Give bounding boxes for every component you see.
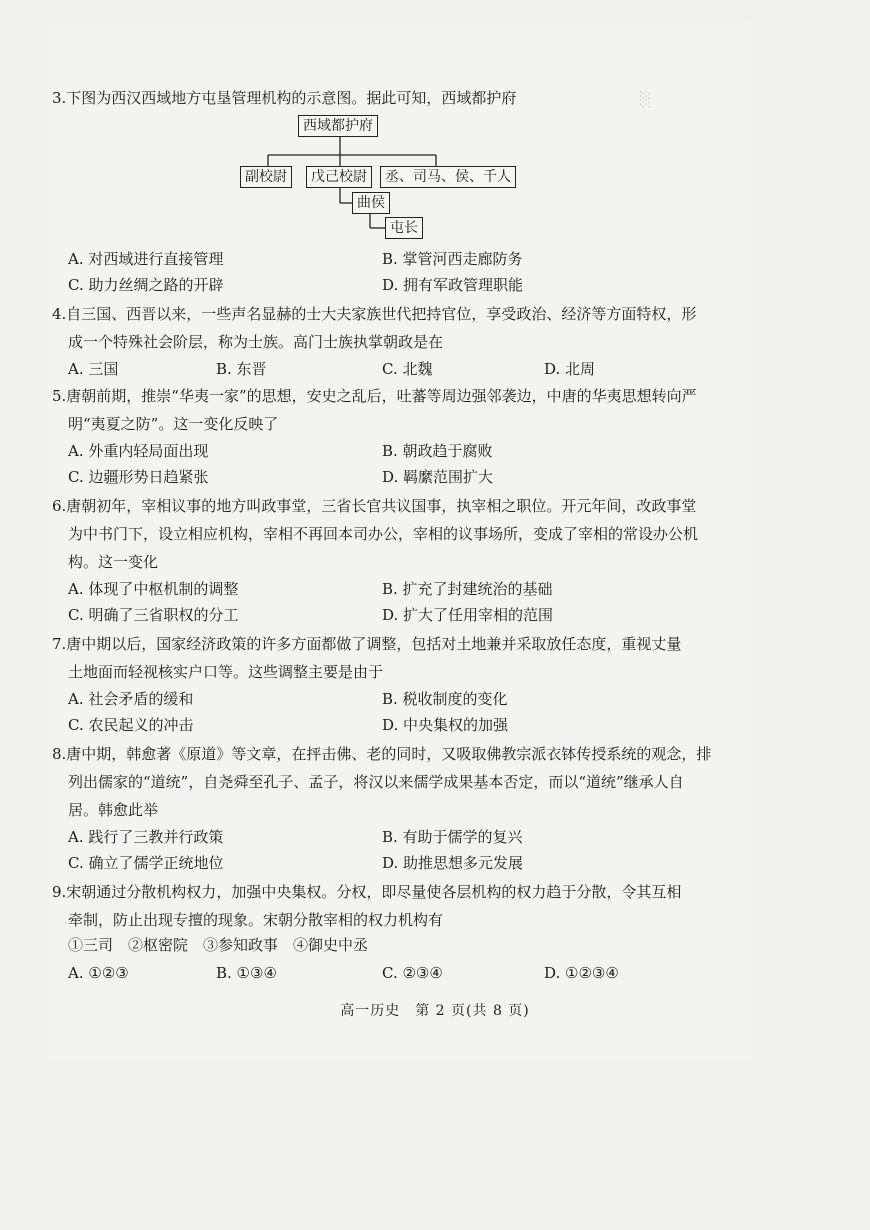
q9-items: ①三司 ②枢密院 ③参知政事 ④御史中丞 <box>68 936 369 954</box>
question-3 <box>52 84 672 112</box>
q6-option-c[interactable]: C. 明确了三省职权的分工 <box>68 606 239 624</box>
question-8 <box>52 740 712 824</box>
q5-option-b[interactable]: B. 朝政趋于腐败 <box>382 442 493 460</box>
q4-option-c[interactable]: C. 北魏 <box>382 360 433 378</box>
q6-option-a[interactable]: A. 体现了中枢机制的调整 <box>68 580 239 598</box>
question-7 <box>52 630 682 686</box>
q7-option-a[interactable]: A. 社会矛盾的缓和 <box>68 690 194 708</box>
q4-option-d[interactable]: D. 北周 <box>544 360 596 378</box>
q7-option-c[interactable]: C. 农民起义的冲击 <box>68 716 194 734</box>
question-5-stem-line2: 明“夷夏之防”。这一变化反映了 <box>68 415 279 433</box>
q8-option-b[interactable]: B. 有助于儒学的复兴 <box>382 828 523 846</box>
q4-option-b[interactable]: B. 东晋 <box>216 360 267 378</box>
diagram-node-xiyu-duhufu: 西域都护府 <box>298 115 378 137</box>
q6-option-b[interactable]: B. 扩充了封建统治的基础 <box>382 580 553 598</box>
q8-option-c[interactable]: C. 确立了儒学正统地位 <box>68 854 224 872</box>
question-9 <box>52 878 682 934</box>
diagram-node-tunzhang: 屯长 <box>385 217 423 239</box>
question-4-stem-line2: 成一个特殊社会阶层，称为士族。高门士族执掌朝政是在 <box>68 333 444 351</box>
diagram-node-fu-xiaowei: 副校尉 <box>240 166 292 188</box>
question-8-stem-line3: 居。韩愈此举 <box>68 801 159 819</box>
q8-option-a[interactable]: A. 践行了三教并行政策 <box>68 828 224 846</box>
question-4-stem-line1: 4.自三国、西晋以来，一些声名显赫的士大夫家族世代把持官位，享受政治、经济等方面特权，形 <box>52 305 697 323</box>
q9-option-b[interactable]: B. ①③④ <box>216 964 277 982</box>
diagram-node-quhou: 曲侯 <box>352 192 390 214</box>
q9-option-c[interactable]: C. ②③④ <box>382 964 443 982</box>
q3-option-a[interactable]: A. 对西域进行直接管理 <box>68 250 224 268</box>
question-9-stem-line2: 牵制，防止出现专擅的现象。宋朝分散宰相的权力机构有 <box>68 911 444 929</box>
page-footer: 高一历史 第 2 页(共 8 页) <box>340 1003 530 1019</box>
q3-option-c[interactable]: C. 助力丝绸之路的开辟 <box>68 276 224 294</box>
q7-option-d[interactable]: D. 中央集权的加强 <box>382 716 509 734</box>
question-4 <box>52 300 697 356</box>
bleed-through-decoration: ░ <box>640 92 651 108</box>
diagram-node-cheng-sima: 丞、司马、侯、千人 <box>380 166 516 188</box>
question-7-stem-line1: 7.唐中期以后，国家经济政策的许多方面都做了调整，包括对土地兼并采取放任态度，重视丈量 <box>52 635 682 653</box>
question-6-stem-line1: 6.唐朝初年，宰相议事的地方叫政事堂，三省长官共议国事，执宰相之职位。开元年间，改政事堂 <box>52 497 697 515</box>
question-3-stem: 3.下图为西汉西域地方屯垦管理机构的示意图。据此可知，西域都护府 <box>52 89 517 107</box>
q8-option-d[interactable]: D. 助推思想多元发展 <box>382 854 524 872</box>
question-7-stem-line2: 土地面而轻视核实户口等。这些调整主要是由于 <box>68 663 384 681</box>
question-9-stem-line1: 9.宋朝通过分散机构权力，加强中央集权。分权，即尽量使各层机构的权力趋于分散，令其互相 <box>52 883 682 901</box>
question-8-stem-line2: 列出儒家的“道统”，自尧舜至孔子、孟子，将汉以来儒学成果基本否定，而以“道统”继承人自 <box>68 773 684 791</box>
question-6-stem-line2: 为中书门下，设立相应机构，宰相不再回本司办公，宰相的议事场所，变成了宰相的常设办公机 <box>68 525 699 543</box>
q9-option-d[interactable]: D. ①②③④ <box>544 964 619 982</box>
question-6 <box>52 492 699 576</box>
q5-option-c[interactable]: C. 边疆形势日趋紧张 <box>68 468 209 486</box>
question-8-stem-line1: 8.唐中期，韩愈著《原道》等文章，在抨击佛、老的同时，又吸取佛教宗派衣钵传授系统的观念，排 <box>52 745 712 763</box>
question-5-stem-line1: 5.唐朝前期，推崇“华夷一家”的思想，安史之乱后，吐蕃等周边强邻袭边，中唐的华夷思想转向严 <box>52 387 697 405</box>
q3-option-d[interactable]: D. 拥有军政管理职能 <box>382 276 524 294</box>
question-5 <box>52 382 697 438</box>
q7-option-b[interactable]: B. 税收制度的变化 <box>382 690 508 708</box>
q3-option-b[interactable]: B. 掌管河西走廊防务 <box>382 250 523 268</box>
q5-option-a[interactable]: A. 外重内轻局面出现 <box>68 442 209 460</box>
q4-option-a[interactable]: A. 三国 <box>68 360 119 378</box>
diagram-node-wuji-xiaowei: 戊己校尉 <box>306 166 372 188</box>
q5-option-d[interactable]: D. 羁縻范围扩大 <box>382 468 494 486</box>
q6-option-d[interactable]: D. 扩大了任用宰相的范围 <box>382 606 554 624</box>
q9-option-a[interactable]: A. ①②③ <box>68 964 129 982</box>
question-6-stem-line3: 构。这一变化 <box>68 553 159 571</box>
